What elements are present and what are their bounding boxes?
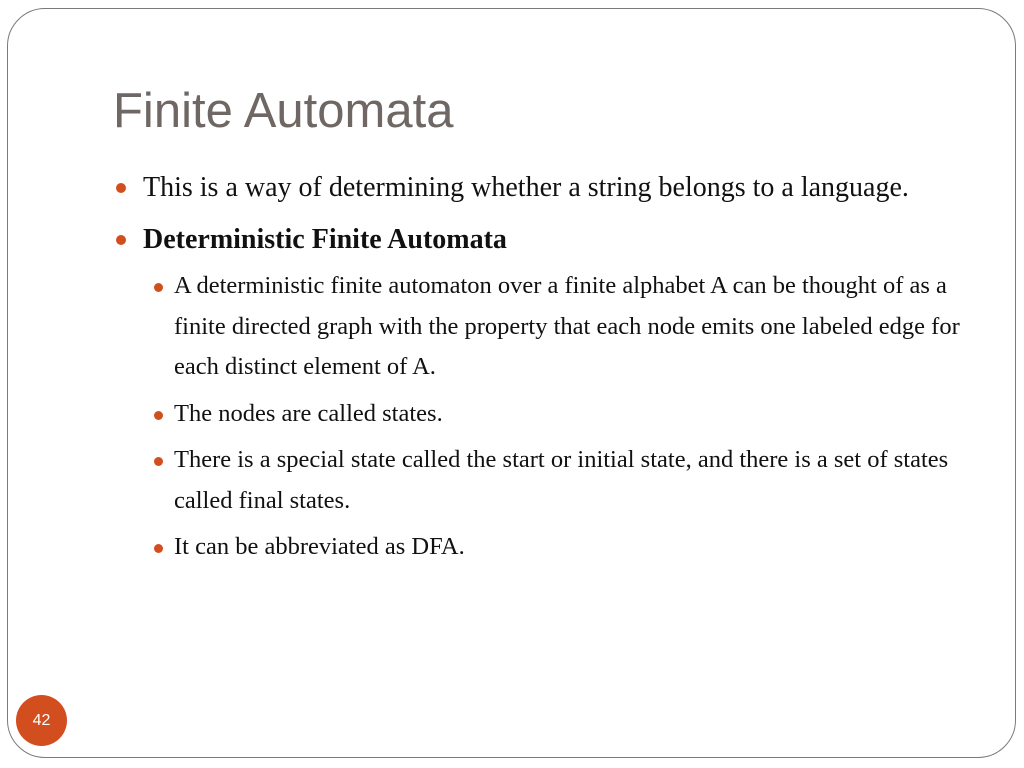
bullet-dot-icon	[154, 544, 163, 553]
bullet-dot-icon	[116, 235, 126, 245]
sub-bullet-item	[110, 266, 990, 388]
page-number-badge	[16, 695, 67, 746]
sub-bullet-list	[110, 266, 990, 568]
slide-body	[110, 165, 990, 568]
bullet-text: Deterministic Finite Automata	[143, 224, 507, 255]
sub-bullet-text: It can be abbreviated as DFA.	[174, 533, 465, 560]
bullet-dot-icon	[116, 183, 126, 193]
bullet-item	[110, 165, 990, 210]
slide-title: Finite Automata	[113, 84, 454, 138]
bullet-dot-icon	[154, 411, 163, 420]
sub-bullet-item	[110, 394, 990, 435]
sub-bullet-item	[110, 527, 990, 568]
sub-bullet-text: A deterministic finite automaton over a finite alphabet A can be thought of as a finite directed graph with the property that each node emits one labeled edge for each distinct element of A.	[174, 272, 960, 380]
sub-bullet-text: The nodes are called states.	[174, 399, 443, 427]
bullet-dot-icon	[154, 457, 163, 466]
sub-bullet-item	[110, 440, 990, 521]
bullet-text: This is a way of determining whether a string belongs to a language.	[143, 172, 909, 203]
bullet-dot-icon	[154, 283, 163, 292]
sub-bullet-text: There is a special state called the start or initial state, and there is a set of states called final states.	[174, 446, 949, 514]
page-number: 42	[32, 711, 51, 729]
bullet-item	[110, 217, 990, 262]
